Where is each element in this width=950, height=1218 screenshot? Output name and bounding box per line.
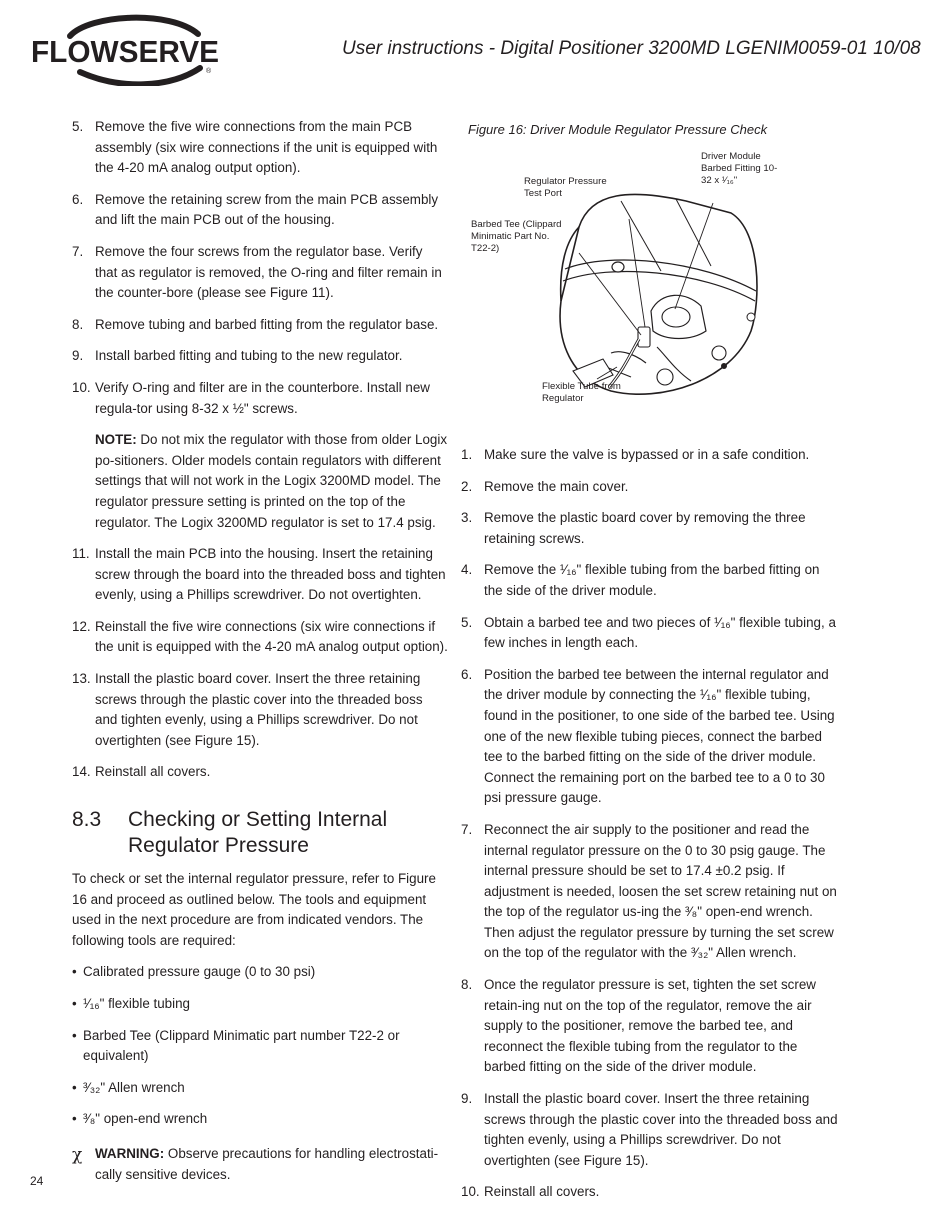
- header-title: User instructions - Digital Positioner 3200MD LGENIM0059-01 10/08: [342, 38, 921, 59]
- list-item: [461, 1182, 841, 1203]
- step-number: 14.: [72, 764, 91, 780]
- step-text: Remove the ¹⁄₁₆" flexible tubing from the barbed fitting on the side of the driver module.: [484, 562, 820, 598]
- step-text: Reinstall all covers.: [95, 764, 211, 780]
- step-text: Remove the four screws from the regulator base. Verify that as regulator is removed, the O-ring and filter remain in the counter-bore (please see Figure 11).: [95, 243, 442, 301]
- list-item: [461, 820, 841, 964]
- step-number: 5.: [461, 614, 473, 630]
- step-text: Remove the plastic board cover by removing the three retaining screws.: [484, 510, 806, 546]
- esd-warning-icon: χ: [72, 1144, 83, 1165]
- list-item: [72, 242, 448, 304]
- step-text: Remove the five wire connections from the main PCB assembly (six wire connections if the unit is equipped with the 4-20 mA analog output option).: [95, 119, 438, 176]
- note-label: NOTE:: [95, 432, 137, 448]
- procedure-steps: [461, 445, 841, 1203]
- list-item: [461, 975, 841, 1078]
- bullet-icon: •: [72, 996, 77, 1011]
- note-text: Do not mix the regulator with those from older Logix po-sitioners. Older models contain regulators with different settings that will not work in the Logix 3200MD model. The regulator pressure setting is printed on the top of the regulator. The Logix 3200MD regulator is set to 17.4 psig.: [95, 432, 448, 530]
- tool-item: [72, 1109, 448, 1130]
- step-number: 9.: [72, 348, 84, 364]
- list-item: [461, 477, 841, 498]
- step-text: Install the plastic board cover. Insert the three retaining screws through the plastic cover into the threaded boss and tighten evenly, using a Phillips screwdriver. Do not overtighten (see Figure 15).: [95, 671, 423, 748]
- step-number: 2.: [461, 478, 473, 494]
- step-text: Install the plastic board cover. Insert the three retaining screws through the plastic cover into the threaded boss and tighten evenly, using a Phillips screwdriver. Do not overtighten (see Figure 15).: [484, 1091, 838, 1168]
- section-heading: [72, 807, 448, 859]
- tool-text: ³⁄₈" open-end wrench: [83, 1111, 208, 1127]
- tool-text: Calibrated pressure gauge (0 to 30 psi): [83, 964, 316, 980]
- step-text: Obtain a barbed tee and two pieces of ¹⁄₁₆" flexible tubing, a few inches in length each.: [484, 614, 836, 651]
- brand-text: FLOWSERVE: [31, 34, 219, 69]
- step-text: Verify O-ring and filter are in the counterbore. Install new regula-tor using 8-32 x ½" screws.: [95, 379, 430, 416]
- step-number: 3.: [461, 510, 473, 526]
- bullet-icon: •: [72, 1027, 77, 1043]
- list-item: [461, 1089, 841, 1171]
- section-title: Checking or Setting Internal Regulator Pressure: [128, 808, 388, 858]
- list-item: [72, 762, 448, 783]
- step-text: Position the barbed tee between the internal regulator and the driver module by connecting the ¹⁄₁₆" flexible tubing, found in the positioner, to one side of the barbed tee. Using one of the new flexible tubing pieces, connect the barbed tee to the barbed fitting on the side of the driver module. Connect the remaining port on the barbed tee to a 0 to 30 psi pressure gauge.: [484, 666, 835, 806]
- callout-barbed-tee: Barbed Tee (Clippard Minimatic Part No. T22-2): [471, 219, 562, 254]
- list-item: [72, 315, 448, 336]
- left-column: [72, 117, 448, 1185]
- step-number: 8.: [461, 977, 473, 993]
- step-number: 1.: [461, 447, 473, 462]
- bullet-icon: •: [72, 1079, 77, 1095]
- step-text: Make sure the valve is bypassed or in a safe condition.: [484, 447, 810, 462]
- list-item: [72, 346, 448, 367]
- step-text: Remove tubing and barbed fitting from the regulator base.: [95, 316, 439, 332]
- list-item: [72, 617, 448, 658]
- list-item: [72, 190, 448, 231]
- step-number: 7.: [461, 821, 473, 837]
- flowserve-logo: [30, 12, 225, 86]
- step-number: 5.: [72, 119, 84, 134]
- list-item: [72, 669, 448, 751]
- tool-text: ³⁄₃₂" Allen wrench: [83, 1079, 185, 1095]
- list-item: [72, 117, 448, 179]
- warning-text: Observe precautions for handling electrostati-cally sensitive devices.: [95, 1145, 439, 1182]
- step-number: 10.: [72, 379, 91, 395]
- callout-flexible-tube: Flexible Tube from Regulator: [542, 381, 621, 404]
- list-item: [461, 613, 841, 654]
- warning-block: [72, 1144, 448, 1185]
- step-number: 6.: [461, 666, 473, 682]
- page-number: 24: [30, 1174, 44, 1188]
- list-item: [461, 665, 841, 809]
- list-item: [461, 445, 841, 466]
- step-number: 6.: [72, 191, 84, 207]
- callout-driver-module: Driver Module Barbed Fitting 10-32 x ¹⁄₁₆": [701, 151, 778, 186]
- tool-item: [72, 962, 448, 983]
- step-text: Reinstall the five wire connections (six wire connections if the unit is equipped with the 4-20 mA analog output option).: [95, 618, 448, 655]
- note-block: [72, 430, 448, 533]
- step-number: 8.: [72, 316, 84, 332]
- tool-item: [72, 1026, 448, 1067]
- step-number: 13.: [72, 671, 91, 687]
- bullet-icon: •: [72, 1111, 77, 1127]
- right-column: [461, 122, 841, 1214]
- steps-list-b: [72, 544, 448, 783]
- figure-16: [461, 141, 841, 425]
- step-number: 11.: [72, 546, 90, 562]
- list-item: [461, 560, 841, 601]
- tool-item: [72, 1078, 448, 1099]
- list-item: [72, 544, 448, 606]
- callout-test-port: Regulator Pressure Test Port: [524, 176, 607, 199]
- step-number: 10.: [461, 1184, 480, 1200]
- tool-item: [72, 994, 448, 1015]
- bullet-icon: •: [72, 964, 77, 980]
- step-text: Remove the retaining screw from the main PCB assembly and lift the main PCB out of the housing.: [95, 191, 439, 228]
- step-text: Reconnect the air supply to the positioner and read the internal regulator pressure on the 0 to 30 psig gauge. The internal pressure should be set to 17.4 ±0.2 psig. If adjustment is needed, loosen the set screw retaining nut on the top of the regulator us-ing the ³⁄₈" open-end wrench. Then adjust the regulator pressure by turning the set screw on the top of the regulator with the ³⁄₃₂" Allen wrench.: [484, 821, 837, 961]
- tool-text: Barbed Tee (Clippard Minimatic part number T22-2 or equivalent): [83, 1027, 400, 1064]
- step-number: 12.: [72, 618, 91, 634]
- step-text: Install barbed fitting and tubing to the new regulator.: [95, 348, 403, 364]
- brand-mark: ®: [206, 68, 212, 75]
- step-text: Remove the main cover.: [484, 478, 629, 494]
- steps-list-a: [72, 117, 448, 419]
- step-number: 7.: [72, 243, 84, 259]
- step-number: 9.: [461, 1091, 473, 1107]
- list-item: [72, 378, 448, 419]
- tools-list: [72, 962, 448, 1130]
- section-intro: To check or set the internal regulator pressure, refer to Figure 16 and proceed as outlined below. The tools and equipment used in the next procedure are from indicated vendors. The following tools are required:: [72, 871, 436, 948]
- section-number: 8.3: [72, 808, 102, 832]
- tool-text: ¹⁄₁₆" flexible tubing: [83, 996, 190, 1011]
- warning-label: WARNING:: [95, 1145, 165, 1161]
- step-text: Install the main PCB into the housing. Insert the retaining screw through the board into the threaded boss and tighten evenly, using a Phillips screwdriver. Do not overtighten.: [95, 546, 446, 603]
- list-item: [461, 508, 841, 549]
- step-text: Reinstall all covers.: [484, 1184, 600, 1200]
- step-number: 4.: [461, 562, 473, 578]
- step-text: Once the regulator pressure is set, tighten the set screw retain-ing nut on the top of the regulator, remove the air supply to the positioner, remove the barbed tee, and reconnect the flexible tubing from the regulator to the barbed fitting on the side of the driver module.: [484, 977, 816, 1075]
- figure-caption: Figure 16: Driver Module Regulator Pressure Check: [468, 122, 768, 137]
- regulator-illustration: [461, 141, 841, 425]
